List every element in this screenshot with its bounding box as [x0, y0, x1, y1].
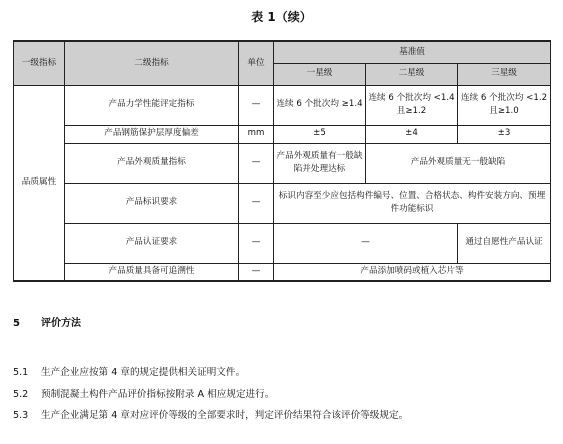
clause-text: 生产企业满足第 4 章对应评价等级的全部要求时，判定评价结果符合该评价等级规定。	[41, 410, 409, 421]
row-star2: ±4	[366, 125, 458, 143]
row-star2: 连续 6 个批次均 <1.4 且≥1.2	[366, 85, 458, 125]
row-unit: —	[239, 85, 274, 125]
row-all: 标识内容至少应包括构件编号、位置、合格状态、构件安装方向、预埋件功能标识	[274, 183, 551, 223]
clause-item	[13, 407, 408, 421]
header-level1: 一级指标	[14, 41, 65, 85]
clause-number: 5.2	[13, 389, 29, 400]
clause-text: 预制混凝土构件产品评价指标按附录 A 相应规定进行。	[41, 389, 275, 400]
group-cell: 品质属性	[14, 85, 65, 281]
clause-item	[13, 386, 274, 400]
table-row	[14, 85, 551, 125]
header-star3: 三星级	[458, 63, 551, 85]
row-all: 产品添加喷码或植入芯片等	[274, 263, 551, 281]
table-row	[14, 183, 551, 223]
section-number: 5	[13, 318, 20, 329]
row-unit: —	[239, 143, 274, 183]
table-title: 表 1（续）	[251, 10, 312, 24]
row-star1: ±5	[274, 125, 366, 143]
row-unit: —	[239, 183, 274, 223]
table-row	[14, 263, 551, 281]
row-star3: 通过自愿性产品认证	[458, 223, 551, 263]
table-row	[14, 223, 551, 263]
section-heading	[13, 314, 81, 329]
clause-number: 5.1	[13, 367, 29, 378]
clause-item	[13, 364, 245, 378]
row-name: 产品质量具备可追溯性	[65, 263, 239, 281]
row-star23: 产品外观质量无一般缺陷	[366, 143, 551, 183]
row-unit: —	[239, 263, 274, 281]
header-star2: 二星级	[366, 63, 458, 85]
criteria-table	[13, 40, 551, 282]
row-star12: —	[274, 223, 458, 263]
row-name: 产品力学性能评定指标	[65, 85, 239, 125]
row-name: 产品标识要求	[65, 183, 239, 223]
row-star1: 产品外观质量有一般缺陷并处理达标	[274, 143, 366, 183]
header-benchmark: 基准值	[274, 41, 551, 63]
row-name: 产品钢筋保护层厚度偏差	[65, 125, 239, 143]
header-star1: 一星级	[274, 63, 366, 85]
table-row	[14, 125, 551, 143]
row-star3: 连续 6 个批次均 <1.2 且≥1.0	[458, 85, 551, 125]
row-name: 产品认证要求	[65, 223, 239, 263]
header-unit: 单位	[239, 41, 274, 85]
clause-text: 生产企业应按第 4 章的规定提供相关证明文件。	[41, 367, 246, 378]
row-unit: —	[239, 223, 274, 263]
row-star3: ±3	[458, 125, 551, 143]
row-name: 产品外观质量指标	[65, 143, 239, 183]
section-title: 评价方法	[41, 318, 81, 329]
row-star1: 连续 6 个批次均 ≥1.4	[274, 85, 366, 125]
clause-number: 5.3	[13, 410, 29, 421]
row-unit: mm	[239, 125, 274, 143]
table-row	[14, 143, 551, 183]
header-level2: 二级指标	[65, 41, 239, 85]
